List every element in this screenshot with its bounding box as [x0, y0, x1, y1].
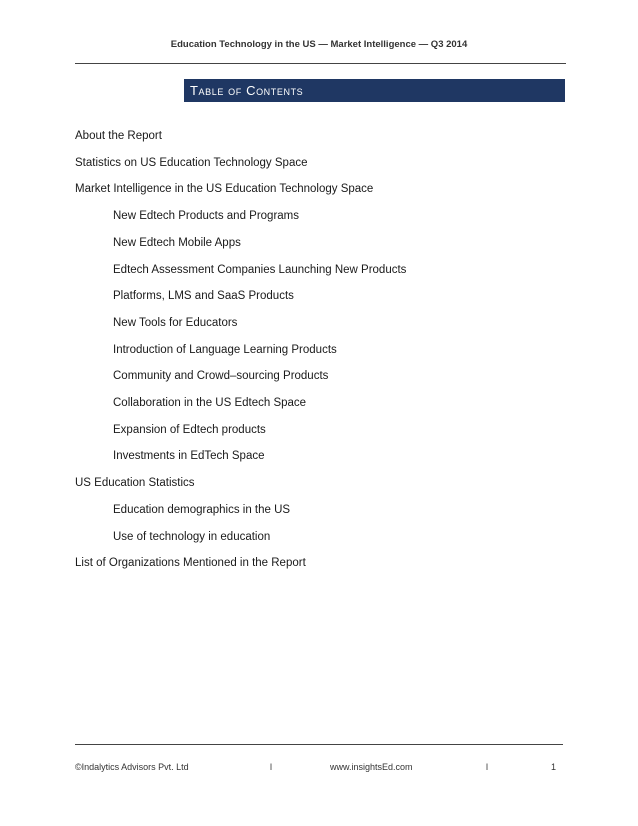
toc-subentry[interactable]: Investments in EdTech Space — [113, 450, 265, 463]
toc-subentry[interactable]: Expansion of Edtech products — [113, 423, 266, 436]
toc-subentry[interactable]: Platforms, LMS and SaaS Products — [113, 290, 294, 303]
footer-separator: l — [486, 762, 488, 772]
footer-website: www.insightsEd.com — [330, 762, 413, 772]
footer-rule — [75, 744, 563, 745]
page-footer — [0, 762, 638, 776]
toc-entry[interactable]: US Education Statistics — [75, 477, 195, 490]
footer-page-number: 1 — [551, 762, 557, 772]
toc-heading: Table of Contents — [190, 83, 304, 98]
toc-subentry[interactable]: Use of technology in education — [113, 530, 271, 543]
toc-subentry[interactable]: New Edtech Products and Programs — [113, 210, 300, 223]
footer-copyright: ©Indalytics Advisors Pvt. Ltd — [75, 762, 189, 772]
toc-subentry[interactable]: New Edtech Mobile Apps — [113, 236, 241, 249]
toc-entry[interactable]: List of Organizations Mentioned in the Report — [75, 557, 306, 570]
toc-entry[interactable]: Market Intelligence in the US Education Technology Space — [75, 183, 374, 196]
running-header: Education Technology in the US — Market Intelligence — Q3 2014 — [170, 39, 468, 50]
toc-entry[interactable]: About the Report — [75, 130, 162, 142]
footer-separator: l — [270, 762, 272, 772]
toc-subentry[interactable]: Community and Crowd–sourcing Products — [113, 370, 329, 383]
toc-subentry[interactable]: Introduction of Language Learning Products — [113, 343, 337, 356]
toc-subentry[interactable]: Education demographics in the US — [113, 503, 291, 516]
toc-subentry[interactable]: Edtech Assessment Companies Launching New Products — [113, 263, 407, 276]
toc-heading-banner — [184, 79, 565, 102]
toc-subentry[interactable]: New Tools for Educators — [113, 316, 238, 329]
toc-entry[interactable]: Statistics on US Education Technology Space — [75, 156, 308, 169]
header-rule — [75, 63, 566, 64]
toc-subentry[interactable]: Collaboration in the US Edtech Space — [113, 397, 307, 409]
